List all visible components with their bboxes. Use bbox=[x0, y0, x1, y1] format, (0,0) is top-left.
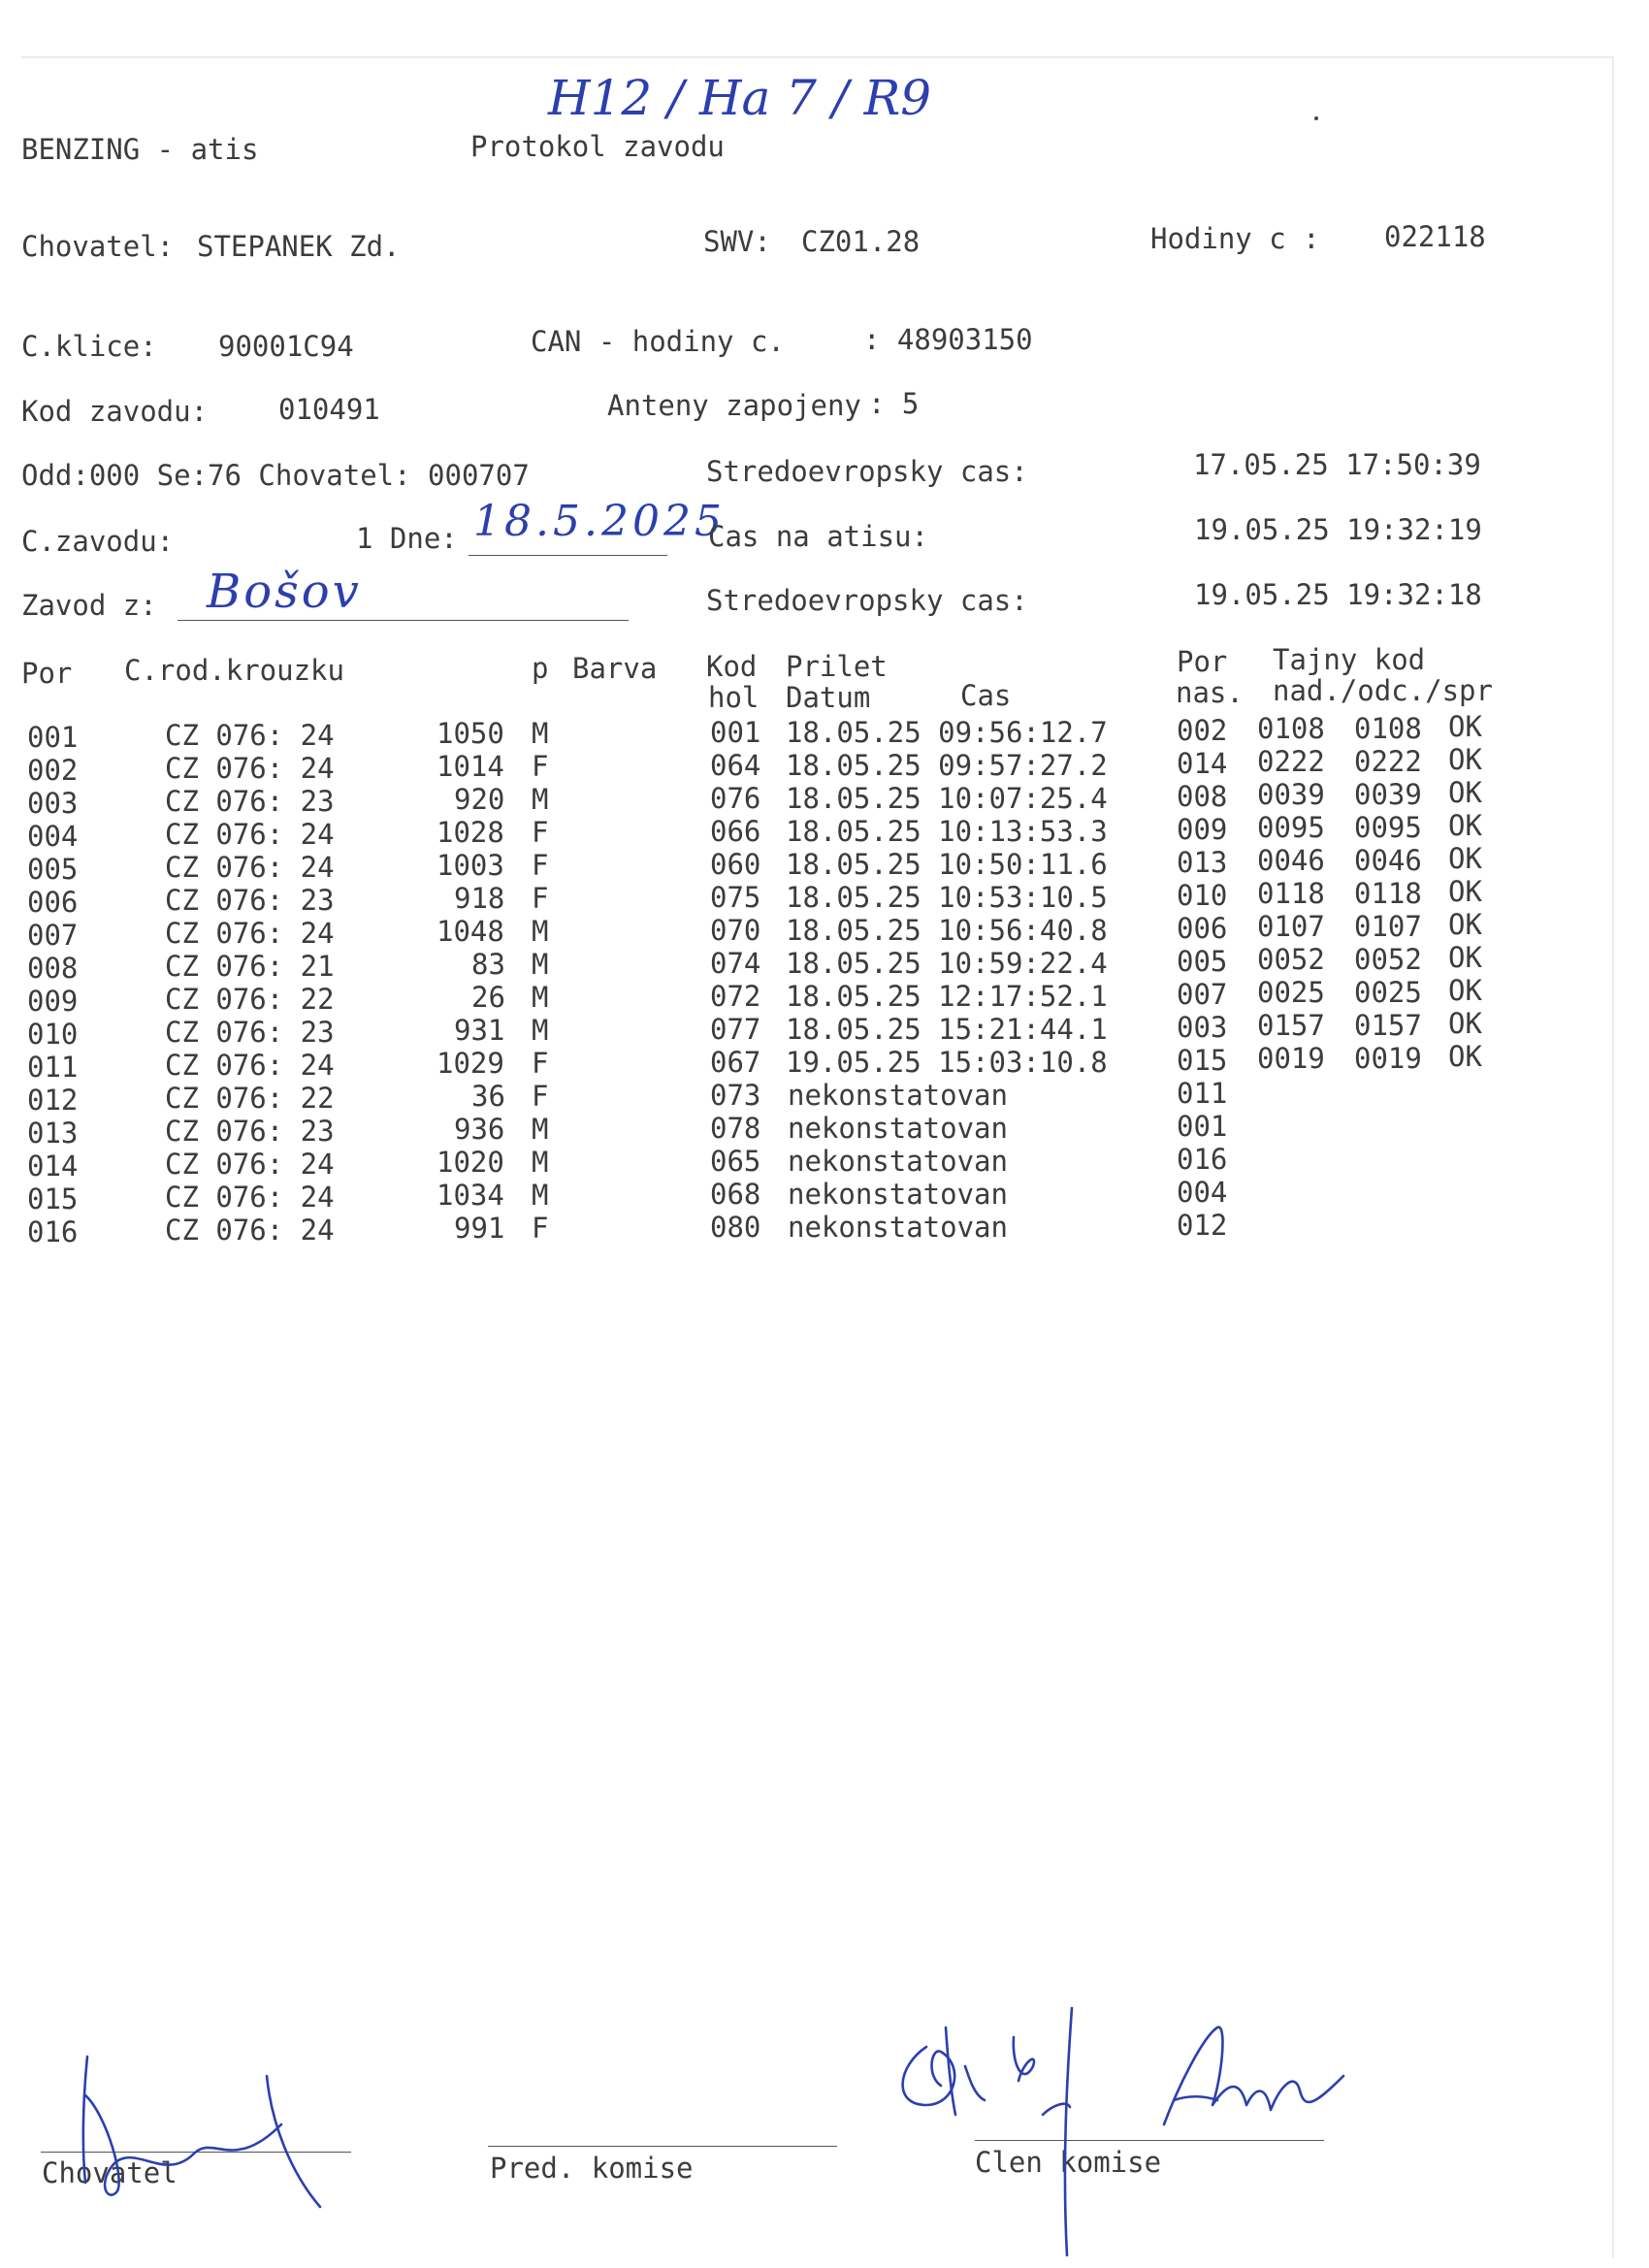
table-row-arrival: nekonstatovan bbox=[788, 1079, 1008, 1112]
table-row-por: 006 bbox=[27, 886, 79, 919]
table-row-por-right: 002 bbox=[1177, 714, 1228, 747]
table-row-ring: CZ 076: 24 bbox=[165, 752, 335, 785]
table-row-arrival: nekonstatovan bbox=[788, 1211, 1008, 1244]
atis-time-value: 19.05.25 19:32:19 bbox=[1194, 513, 1482, 546]
table-row-secret1: 0107 bbox=[1257, 910, 1325, 943]
table-row-ring: CZ 076: 24 bbox=[165, 917, 335, 950]
table-row-code: 068 bbox=[710, 1178, 761, 1211]
document-title: Protokol zavodu bbox=[470, 130, 725, 163]
date-underline bbox=[469, 555, 667, 556]
signature-label-committee-member: Clen komise bbox=[975, 2146, 1162, 2179]
signature-line bbox=[488, 2146, 837, 2147]
cet-value: 17.05.25 17:50:39 bbox=[1193, 448, 1481, 481]
table-row-secret1: 0157 bbox=[1257, 1009, 1325, 1042]
column-header-time: Cas bbox=[960, 679, 1012, 712]
handwritten-race-date: 18.5.2025 bbox=[473, 497, 726, 546]
table-row-por-right: 006 bbox=[1177, 912, 1228, 945]
table-row-arrival: 18.05.25 12:17:52.1 bbox=[786, 980, 1108, 1013]
table-row-status: OK bbox=[1448, 1040, 1482, 1073]
table-row-ring: CZ 076: 24 bbox=[165, 1181, 335, 1214]
signature-label-committee-chair: Pred. komise bbox=[490, 2152, 694, 2185]
race-code-label: Kod zavodu: bbox=[21, 395, 209, 428]
table-row-por-right: 011 bbox=[1177, 1077, 1228, 1110]
table-row-number: 1014 bbox=[436, 750, 504, 783]
table-row-number: 991 bbox=[454, 1212, 505, 1245]
table-row-number: 1050 bbox=[436, 717, 504, 750]
column-header-por: Por bbox=[21, 657, 73, 690]
table-row-code: 065 bbox=[710, 1145, 761, 1178]
column-header-kod: Kod bbox=[706, 650, 758, 683]
table-row-code: 001 bbox=[710, 716, 761, 749]
table-row-sex: M bbox=[532, 915, 549, 948]
paper-edge bbox=[1612, 56, 1614, 2258]
table-row-por: 015 bbox=[27, 1183, 79, 1215]
breeder-label: Chovatel: bbox=[21, 230, 175, 263]
table-row-arrival: 18.05.25 10:56:40.8 bbox=[786, 914, 1108, 947]
table-row-sex: M bbox=[532, 783, 549, 816]
column-header-prilet: Prilet bbox=[786, 650, 888, 683]
table-row-arrival: 18.05.25 10:07:25.4 bbox=[786, 782, 1108, 815]
table-row-code: 072 bbox=[710, 980, 761, 1013]
table-row-por-right: 013 bbox=[1177, 846, 1228, 879]
table-row-sex: M bbox=[532, 717, 549, 750]
breeder-signature bbox=[58, 2037, 349, 2221]
table-row-sex: M bbox=[532, 1113, 549, 1146]
swv-label: SWV: bbox=[703, 225, 771, 258]
table-row-sex: F bbox=[532, 1047, 549, 1080]
cet-label: Stredoevropsky cas: bbox=[706, 584, 1028, 617]
table-row-ring: CZ 076: 24 bbox=[165, 851, 335, 884]
antennas-value: : 5 bbox=[868, 387, 920, 420]
table-row-arrival: 18.05.25 10:59:22.4 bbox=[786, 947, 1108, 980]
table-row-code: 077 bbox=[710, 1013, 761, 1046]
table-row-secret2: 0019 bbox=[1354, 1042, 1422, 1075]
table-row-sex: F bbox=[532, 1080, 549, 1113]
table-row-por: 013 bbox=[27, 1117, 79, 1150]
table-row-ring: CZ 076: 23 bbox=[165, 1016, 335, 1049]
table-row-arrival: 18.05.25 09:56:12.7 bbox=[786, 716, 1108, 749]
table-row-secret1: 0095 bbox=[1257, 811, 1325, 844]
table-row-arrival: nekonstatovan bbox=[788, 1178, 1008, 1211]
table-row-ring: CZ 076: 24 bbox=[165, 1148, 335, 1181]
table-row-por-right: 003 bbox=[1177, 1011, 1228, 1044]
table-row-secret1: 0019 bbox=[1257, 1042, 1325, 1075]
table-row-ring: CZ 076: 22 bbox=[165, 983, 335, 1016]
table-row-ring: CZ 076: 23 bbox=[165, 785, 335, 818]
table-row-number: 918 bbox=[454, 882, 505, 915]
table-row-status: OK bbox=[1448, 1007, 1482, 1040]
column-header-codes: nad./odc./spr bbox=[1273, 674, 1493, 707]
swv-value: CZ01.28 bbox=[801, 225, 921, 258]
table-row-number: 36 bbox=[471, 1080, 505, 1113]
committee-second-signature bbox=[1145, 2018, 1358, 2144]
table-row-por-right: 012 bbox=[1177, 1209, 1228, 1242]
table-row-secret1: 0046 bbox=[1257, 844, 1325, 877]
table-row-ring: CZ 076: 23 bbox=[165, 1115, 335, 1148]
system-name: BENZING - atis bbox=[21, 133, 259, 166]
handwritten-reference: H12 / Ha 7 / R9 bbox=[548, 70, 932, 126]
race-number-label: C.zavodu: bbox=[21, 525, 175, 558]
table-row-por-right: 014 bbox=[1177, 747, 1228, 780]
table-row-por: 008 bbox=[27, 952, 79, 985]
race-code-value: 010491 bbox=[278, 393, 380, 426]
table-row-number: 1029 bbox=[436, 1047, 504, 1080]
table-row-status: OK bbox=[1448, 842, 1482, 875]
table-row-number: 1034 bbox=[436, 1179, 504, 1212]
table-row-secret2: 0095 bbox=[1354, 811, 1422, 844]
table-row-por-right: 008 bbox=[1177, 780, 1228, 813]
table-row-arrival: 18.05.25 10:53:10.5 bbox=[786, 881, 1108, 914]
paper-edge bbox=[21, 56, 1612, 58]
table-row-secret2: 0052 bbox=[1354, 943, 1422, 976]
table-row-sex: M bbox=[532, 981, 549, 1014]
table-row-ring: CZ 076: 24 bbox=[165, 1214, 335, 1247]
table-row-arrival: 18.05.25 09:57:27.2 bbox=[786, 749, 1108, 782]
table-row-secret2: 0222 bbox=[1354, 745, 1422, 778]
table-row-status: OK bbox=[1448, 908, 1482, 941]
table-row-por: 004 bbox=[27, 820, 79, 853]
column-header-color: Barva bbox=[572, 652, 658, 685]
table-row-secret1: 0039 bbox=[1257, 778, 1325, 811]
table-row-arrival: 18.05.25 15:21:44.1 bbox=[786, 1013, 1108, 1046]
place-underline bbox=[178, 620, 629, 621]
table-row-status: OK bbox=[1448, 875, 1482, 908]
column-header-nas: nas. bbox=[1176, 676, 1244, 709]
table-row-code: 060 bbox=[710, 848, 761, 881]
key-label: C.klice: bbox=[21, 330, 157, 363]
table-row-por: 007 bbox=[27, 919, 79, 952]
table-row-sex: M bbox=[532, 1014, 549, 1047]
column-header-secret-code: Tajny kod bbox=[1273, 643, 1426, 676]
column-header-p: p bbox=[532, 652, 549, 685]
table-row-code: 067 bbox=[710, 1046, 761, 1079]
table-row-number: 83 bbox=[471, 948, 505, 981]
table-row-sex: M bbox=[532, 948, 549, 981]
handwritten-race-place: Bošov bbox=[207, 565, 362, 619]
table-row-arrival: 18.05.25 10:50:11.6 bbox=[786, 848, 1108, 881]
table-row-ring: CZ 076: 21 bbox=[165, 950, 335, 983]
table-row-por-right: 001 bbox=[1177, 1110, 1228, 1143]
table-row-secret1: 0025 bbox=[1257, 976, 1325, 1009]
can-value: : 48903150 bbox=[863, 323, 1033, 356]
table-row-arrival: nekonstatovan bbox=[788, 1112, 1008, 1145]
table-row-ring: CZ 076: 23 bbox=[165, 884, 335, 917]
table-row-sex: F bbox=[532, 816, 549, 849]
table-row-por-right: 005 bbox=[1177, 945, 1228, 978]
table-row-status: OK bbox=[1448, 776, 1482, 809]
table-row-code: 073 bbox=[710, 1079, 761, 1112]
table-row-code: 075 bbox=[710, 881, 761, 914]
table-row-secret1: 0052 bbox=[1257, 943, 1325, 976]
table-row-arrival: 18.05.25 10:13:53.3 bbox=[786, 815, 1108, 848]
table-row-secret1: 0108 bbox=[1257, 712, 1325, 745]
table-row-ring: CZ 076: 22 bbox=[165, 1082, 335, 1115]
cet-value: 19.05.25 19:32:18 bbox=[1194, 578, 1482, 611]
table-row-code: 074 bbox=[710, 947, 761, 980]
table-row-por-right: 010 bbox=[1177, 879, 1228, 912]
table-row-secret2: 0039 bbox=[1354, 778, 1422, 811]
table-row-code: 066 bbox=[710, 815, 761, 848]
table-row-por: 011 bbox=[27, 1051, 79, 1084]
signature-label-breeder: Chovatel bbox=[42, 2156, 178, 2189]
table-row-sex: F bbox=[532, 882, 549, 915]
table-row-por: 014 bbox=[27, 1150, 79, 1183]
column-header-por-right: Por bbox=[1177, 645, 1228, 678]
table-row-code: 078 bbox=[710, 1112, 761, 1145]
table-row-secret2: 0046 bbox=[1354, 844, 1422, 877]
section-line: Odd:000 Se:76 Chovatel: 000707 bbox=[21, 459, 530, 492]
table-row-secret2: 0157 bbox=[1354, 1009, 1422, 1042]
atis-time-label: Cas na atisu: bbox=[708, 520, 928, 553]
table-row-ring: CZ 076: 24 bbox=[165, 719, 335, 752]
table-row-por: 005 bbox=[27, 853, 79, 886]
race-number-value: 1 Dne: bbox=[356, 522, 458, 555]
table-row-status: OK bbox=[1448, 710, 1482, 743]
table-row-number: 1028 bbox=[436, 816, 504, 849]
table-row-secret2: 0108 bbox=[1354, 712, 1422, 745]
table-row-secret1: 0222 bbox=[1257, 745, 1325, 778]
table-row-status: OK bbox=[1448, 974, 1482, 1007]
table-row-por: 003 bbox=[27, 787, 79, 820]
table-row-number: 1048 bbox=[436, 915, 504, 948]
stray-dot bbox=[1314, 116, 1318, 120]
table-row-por-right: 015 bbox=[1177, 1044, 1228, 1077]
table-row-sex: F bbox=[532, 750, 549, 783]
column-header-ring: C.rod.krouzku bbox=[124, 654, 344, 687]
table-row-secret1: 0118 bbox=[1257, 877, 1325, 910]
table-row-number: 1003 bbox=[436, 849, 504, 882]
clock-label: Hodiny c : bbox=[1150, 222, 1320, 255]
table-row-sex: M bbox=[532, 1179, 549, 1212]
table-row-sex: F bbox=[532, 849, 549, 882]
table-row-code: 070 bbox=[710, 914, 761, 947]
table-row-code: 076 bbox=[710, 782, 761, 815]
table-row-por: 012 bbox=[27, 1084, 79, 1117]
table-row-number: 26 bbox=[471, 981, 505, 1014]
table-row-secret2: 0118 bbox=[1354, 877, 1422, 910]
table-row-arrival: nekonstatovan bbox=[788, 1145, 1008, 1178]
race-from-label: Zavod z: bbox=[21, 589, 157, 622]
table-row-por: 009 bbox=[27, 985, 79, 1018]
table-row-por-right: 007 bbox=[1177, 978, 1228, 1011]
table-row-por: 001 bbox=[27, 721, 79, 754]
table-row-status: OK bbox=[1448, 743, 1482, 776]
table-row-code: 064 bbox=[710, 749, 761, 782]
table-row-number: 936 bbox=[454, 1113, 505, 1146]
antennas-label: Anteny zapojeny bbox=[607, 389, 861, 422]
column-header-hol: hol bbox=[708, 681, 760, 714]
table-row-por: 010 bbox=[27, 1018, 79, 1051]
table-row-por-right: 016 bbox=[1177, 1143, 1228, 1176]
table-row-sex: M bbox=[532, 1146, 549, 1179]
table-row-status: OK bbox=[1448, 809, 1482, 842]
table-row-sex: F bbox=[532, 1212, 549, 1245]
table-row-por-right: 004 bbox=[1177, 1176, 1228, 1209]
table-row-number: 931 bbox=[454, 1014, 505, 1047]
table-row-status: OK bbox=[1448, 941, 1482, 974]
table-row-por: 016 bbox=[27, 1215, 79, 1248]
table-row-por-right: 009 bbox=[1177, 813, 1228, 846]
breeder-name: STEPANEK Zd. bbox=[197, 230, 401, 263]
table-row-ring: CZ 076: 24 bbox=[165, 1049, 335, 1082]
column-header-date: Datum bbox=[786, 681, 871, 714]
table-row-por: 002 bbox=[27, 754, 79, 787]
table-row-secret2: 0025 bbox=[1354, 976, 1422, 1009]
can-label: CAN - hodiny c. bbox=[531, 325, 785, 358]
table-row-number: 920 bbox=[454, 783, 505, 816]
table-row-arrival: 19.05.25 15:03:10.8 bbox=[786, 1046, 1108, 1079]
clock-value: 022118 bbox=[1384, 220, 1486, 253]
table-row-code: 080 bbox=[710, 1211, 761, 1244]
key-value: 90001C94 bbox=[218, 330, 354, 363]
table-row-secret2: 0107 bbox=[1354, 910, 1422, 943]
cet-label: Stredoevropsky cas: bbox=[706, 455, 1028, 488]
table-row-ring: CZ 076: 24 bbox=[165, 818, 335, 851]
committee-member-signature bbox=[1014, 1998, 1111, 2260]
table-row-number: 1020 bbox=[436, 1146, 504, 1179]
